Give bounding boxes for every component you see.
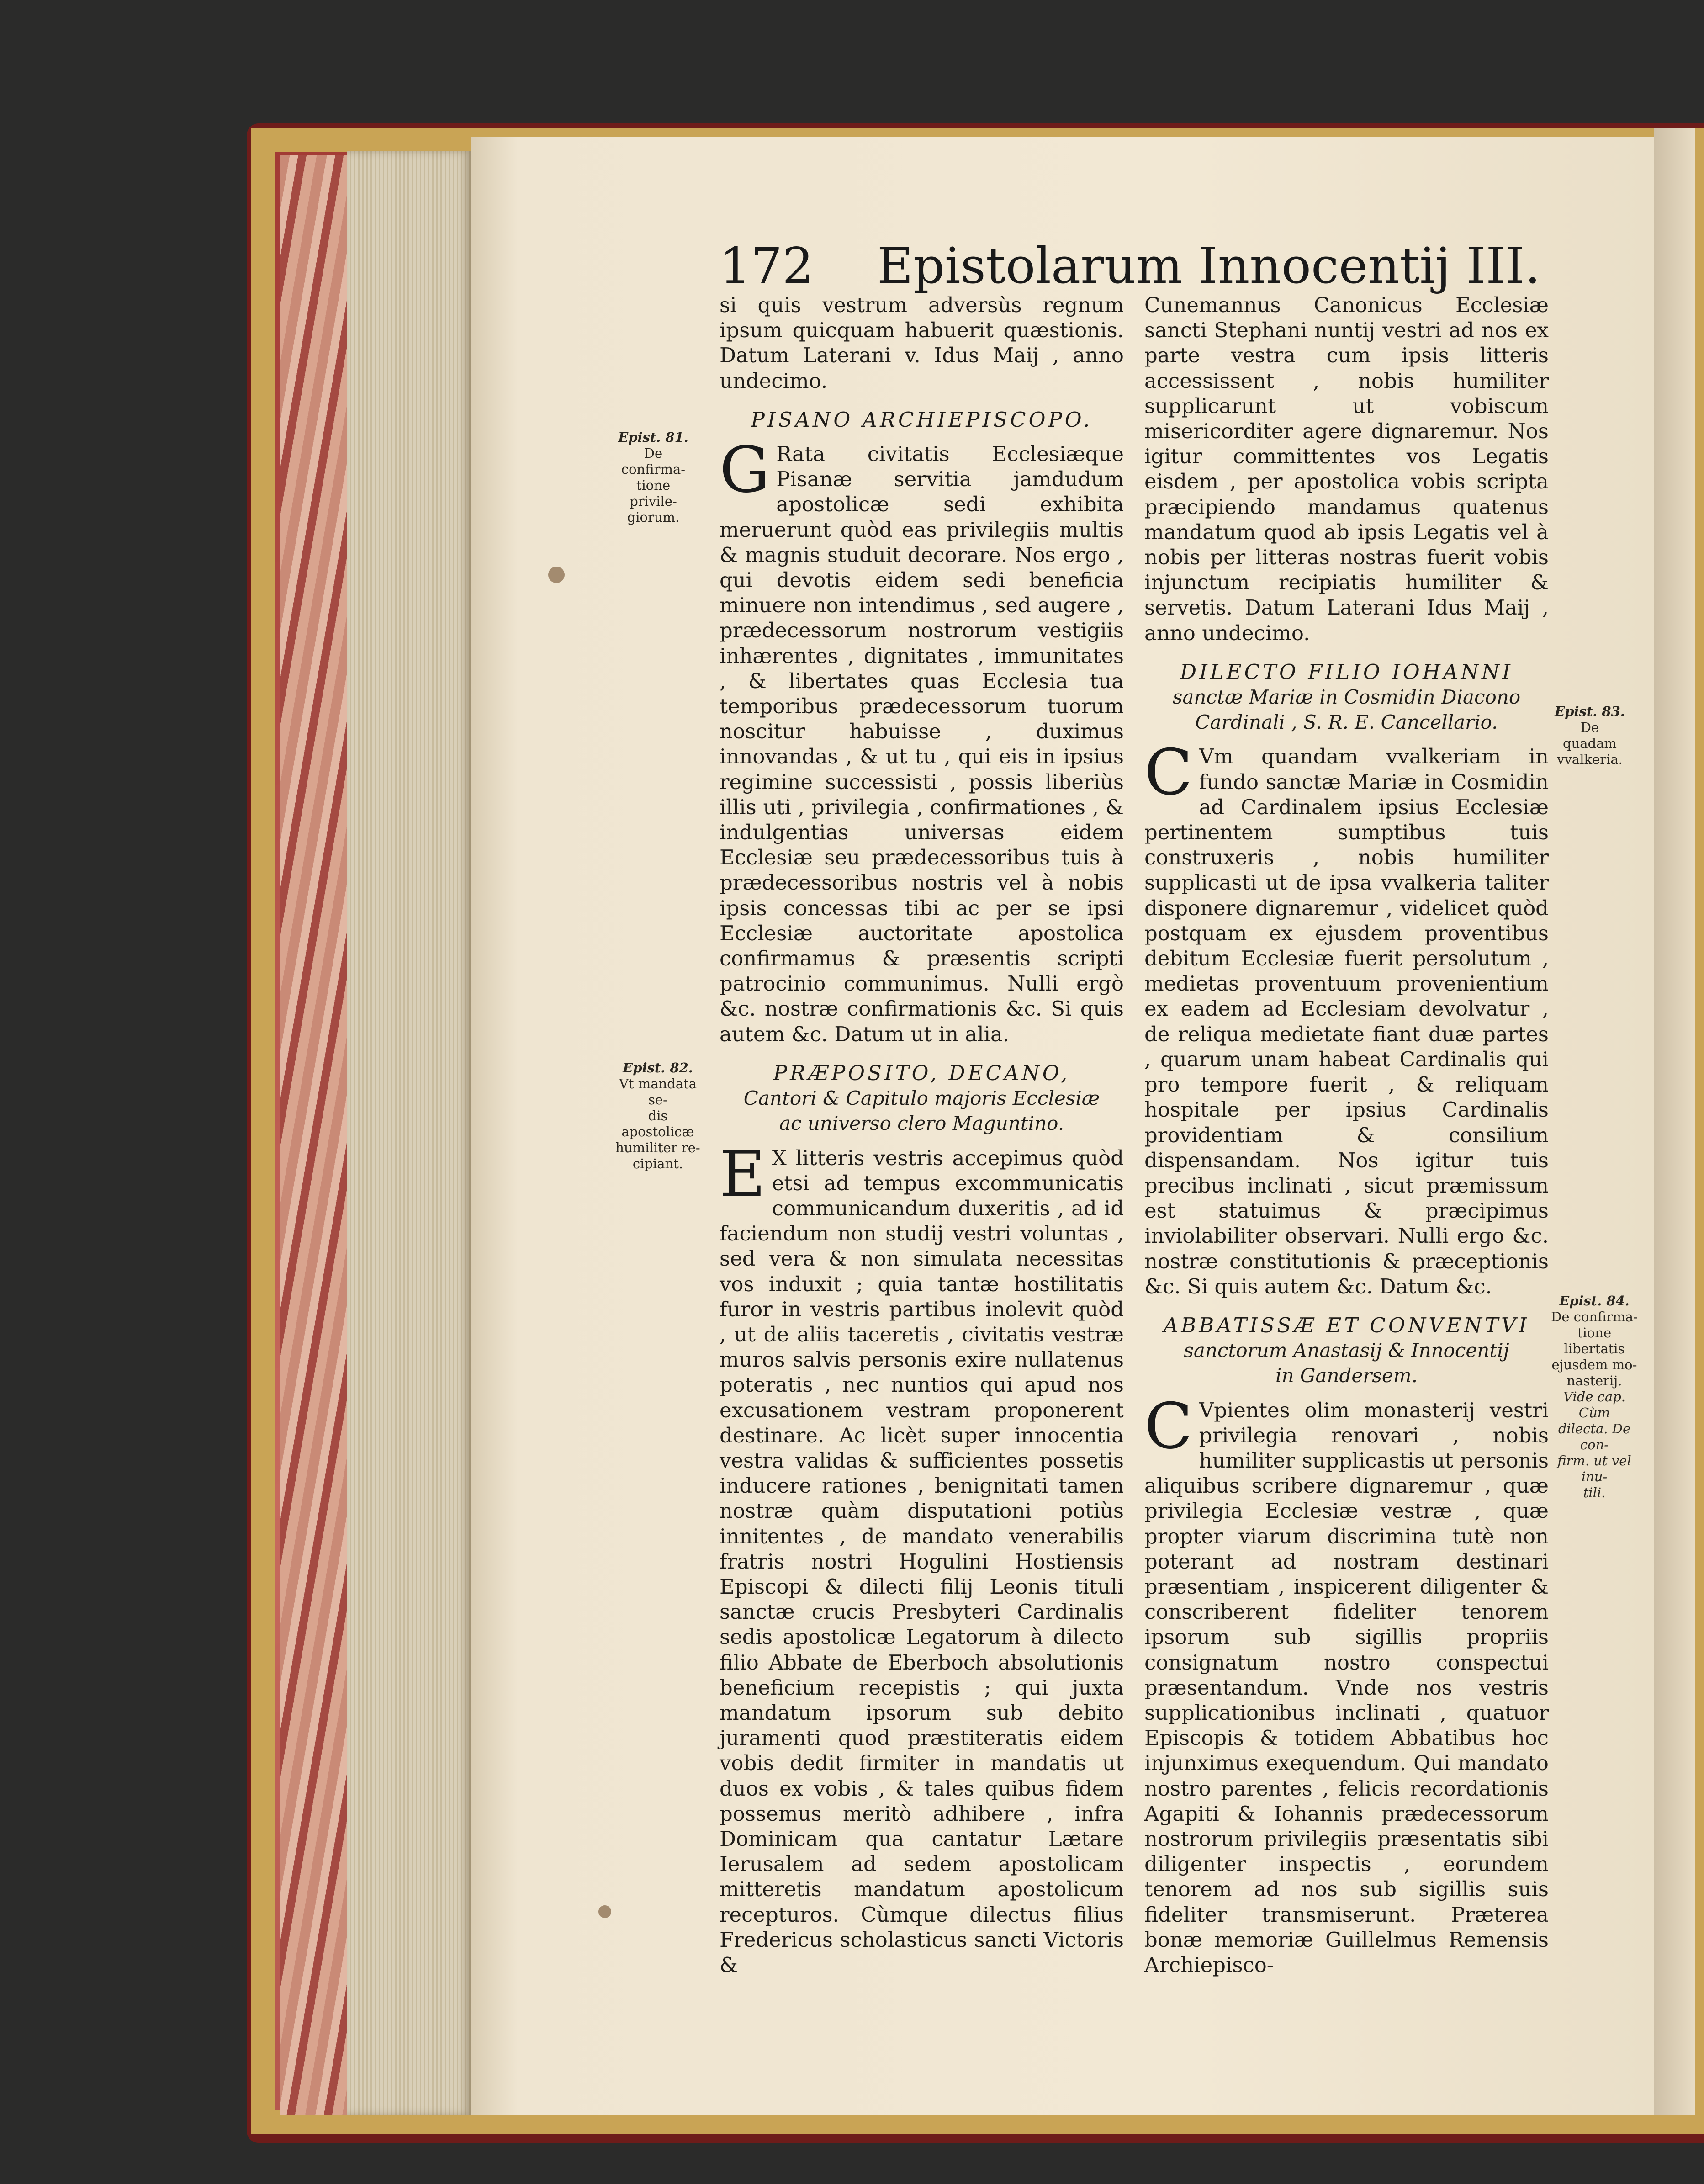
letter-body: E X litteris vestris accepimus quòd etsi ad tempus excommunicatis communicandum duxeritis , ad id faciendum non studij vestri voluntas , sed vera & non simulata necessitas vos induxit ; quia tantæ hostilitatis furor in vestris partibus inolevit quòd , ut de aliis taceretis , civitatis vestræ muros salvis personis exire nullatenus poteratis , nec nuntios qui apud nos excusationem vestram proponerent destinare. Ac licèt super innocentia vestra validas & sufficientes possetis inducere rationes , benignitati tamen nostræ quàm disputationi potiùs innitentes , de mandato venerabilis fratris nostri Hogulini Hostiensis Episcopi & dilecti filij Leonis tituli sanctæ crucis Presbyteri Cardinalis sedis apostolicæ Legatorum à dilecto filio Abbate de Eberboch absolutionis beneficium recepistis ; qui juxta mandatum ipsorum sub debito juramenti quod præstiteratis eidem vobis dedit firmiter in mandatis ut duos ex vobis , & tales quibus fidem possemus meritò adhibere , infra Dominicam qua cantatur Lætare Ierusalem ad sedem apostolicam mitteretis mandatum apostolicum recepturos. Cùmque dilectus filius Fredericus scholasticus sancti Victoris & (720, 1137, 1124, 1977)
left-column (720, 292, 1124, 1977)
letter-heading: DILECTO FILIO IOHANNI sanctæ Mariæ in Cosmidin Diacono Cardinali , S. R. E. Cancellario. (1172, 659, 1521, 734)
drop-capital: E (720, 1137, 766, 1211)
page-edges (347, 151, 471, 2115)
foxing-spot (548, 567, 565, 583)
continued-text: si quis vestrum adversùs regnum ipsum quicquam habuerit quæstionis. Datum Laterani v. Idus Maij , anno undecimo. (720, 293, 1124, 393)
letter-heading: PRÆPOSITO, DECANO, Cantori & Capitulo majoris Ecclesiæ ac universo clero Maguntino. (743, 1060, 1100, 1135)
letter-body: C Vpientes olim monasterij vestri privilegia renovari , nobis humiliter supplicastis ut personis aliquibus scribere dignaremur , quæ privilegia Ecclesiæ vestræ , quæ propter viarum discrimina tutè non poterant ad nostram destinari præsentiam , inspicerent diligenter & conscriberent fideliter tenorem ipsorum sub sigillis propriis consignatum nostro conspectui præsentandum. Vnde nos vestris supplicationibus inclinati , quatuor Episcopis & totidem Abbatibus hoc injunximus exequendum. Qui mandato nostro parentes , felicis recordationis Agapiti & Iohannis prædecessorum nostrorum privilegiis præsentatis sibi diligenter inspectis , eorundem tenorem ad nos sub sigillis suis fideliter transmiserunt. Præterea bonæ memoriæ Guillelmus Remensis Archiepisco- (1144, 1389, 1549, 1977)
drop-capital: C (1144, 736, 1193, 810)
margin-note-83: Epist. 83. De quadam vvalkeria. (1555, 704, 1625, 767)
right-column (1144, 292, 1549, 1977)
foxing-spot (598, 1905, 611, 1918)
margin-note-82: Epist. 82. Vt mandata se- dis apostolicæ humiliter re- cipiant. (615, 1060, 700, 1172)
margin-note-81: Epist. 81. De confirma- tione privile- giorum. (618, 429, 688, 525)
letter-body: G Rata civitatis Ecclesiæque Pisanæ servitia jamdudum apostolicæ sedi exhibita meruerunt quòd eas privilegiis multis & magnis studuit decorare. Nos ergo , qui devotis eidem sedi beneficia minuere non intendimus , sed augere , prædecessorum nostrorum vestigiis inhærentes , dignitates , immunitates , & libertates quas Ecclesia tua temporibus prædecessorum tuorum noscitur habuisse , duximus innovandas , & ut tu , qui eis in ipsius regimine successisti , possis liberiùs illis uti , privilegia , confirmationes , & indulgentias universas eidem Ecclesiæ seu prædecessoribus tuis à prædecessoribus nostris vel à nobis ipsis concessas tibi ac per se ipsi Ecclesiæ auctoritate apostolica confirmamus & præsentis scripti patrocinio communimus. Nulli ergò &c. nostræ confirmationis &c. Si quis autem &c. Datum ut in alia. (720, 433, 1124, 1046)
drop-capital: C (1144, 1389, 1193, 1463)
drop-capital: G (720, 433, 770, 507)
running-header (720, 238, 1541, 295)
running-title: Epistolarum Innocentij III. (877, 238, 1541, 295)
facing-page-edge (1654, 128, 1695, 2115)
letter-body: C Vm quandam vvalkeriam in fundo sanctæ Mariæ in Cosmidin ad Cardinalem ipsius Ecclesiæ pertinentem sumptibus tuis construxeris , nobis humiliter supplicasti ut de ipsa vvalkeria taliter disponere dignaremur , videlicet quòd postquam ex ejusdem proventibus debitum Ecclesiæ fuerit persolutum , medietas proventuum provenientium ex eadem ad Ecclesiam devolvatur , de reliqua medietate fiant duæ partes , quarum unam habeat Cardinalis qui pro tempore fuerit , & reliquam hospitale per ipsius Cardinalis providentiam & consilium dispensandam. Nos igitur tuis precibus inclinati , sicut præmissum est statuimus & præcipimus inviolabiliter observari. Nulli ergo &c. nostræ constitutionis & præceptionis &c. Si quis autem &c. Datum &c. (1144, 736, 1549, 1299)
page-number: 172 (720, 238, 814, 295)
letter-heading: PISANO ARCHIEPISCOPO. (751, 407, 1093, 432)
letter-heading: ABBATISSÆ ET CONVENTVI sanctorum Anastasij & Innocentij in Gandersem. (1163, 1313, 1530, 1387)
marbled-endpaper (280, 155, 357, 2115)
continued-text: Cunemannus Canonicus Ecclesiæ sancti Stephani nuntij vestri ad nos ex parte vestra cum ipsis litteris accessissent , nobis humiliter supplicarunt ut vobiscum misericorditer agere dignaremur. Nos igitur committentes vos Legatis eisdem , per apostolica vobis scripta præcipiendo mandamus quatenus mandatum quod ab ipsis Legatis vel à nobis per litteras nostras fuerit vobis injunctum recipiatis humiliter & servetis. Datum Laterani Idus Maij , anno undecimo. (1144, 293, 1549, 645)
margin-note-84: Epist. 84. De confirma- tione libertatis ejusdem mo- nasterij. Vide cap. Cùm dilecta. De con- firm. ut vel inu- tili. (1551, 1293, 1638, 1500)
